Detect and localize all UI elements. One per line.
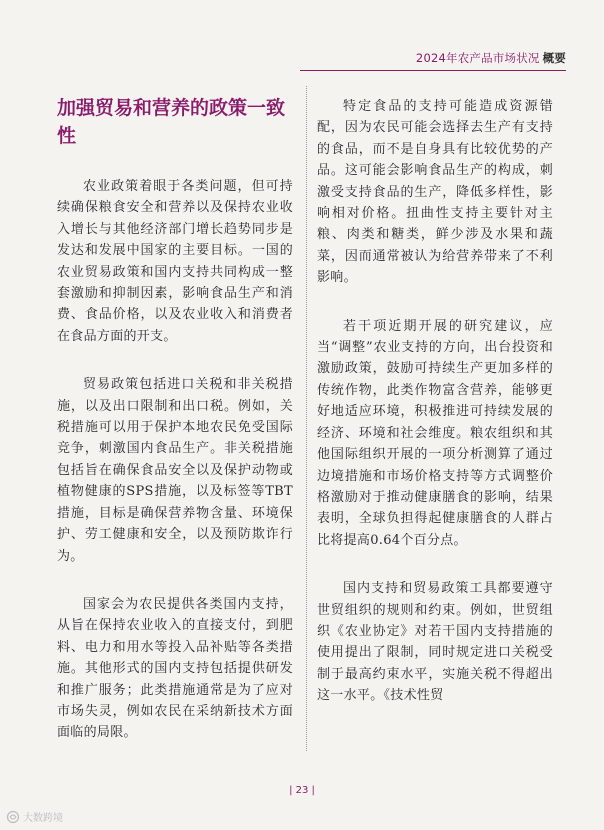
paragraph: 若干项近期开展的研究建议，应当“调整”农业支持的方向，出台投资和激励政策，鼓励可持续生产更加多样的传统作物，此类作物富含营养，能够更好地适应环境，积极推进可持续发展的经济、环境和社会维度。粮农组织和其他国际组织开展的一项分析测算了通过边境措施和市场价格支持等方式调整价格激励对于推动健康膳食的影响，结果表明，全球负担得起健康膳食的人群占比将提高0.64个百分点。 — [317, 318, 553, 548]
watermark-logo-icon — [6, 810, 20, 824]
running-head-title: 2024年农产品市场状况 — [415, 51, 540, 65]
paragraph: 国内支持和贸易政策工具都要遵守世贸组织的规则和约束。例如，世贸组织《农业协定》对若干国内支持措施的使用提出了限制，同时规定进口关税受制于最高约束水平，实施关税不得超出这一水平。《技术性贸 — [317, 581, 553, 704]
paragraph: 特定食品的支持可能造成资源错配，因为农民可能会选择去生产有支持的食品，而不是自身具有比较优势的产品。这可能会影响食品生产的构成，刺激受支持食品的生产，降低多样性，影响相对价格。扭曲性支持主要针对主粮、肉类和糖类，鲜少涉及水果和蔬菜，因而通常被认为给营养带来了不利影响。 — [317, 99, 553, 286]
header-rule — [300, 70, 566, 71]
paragraph: 国家会为农民提供各类国内支持，从旨在保持农业收入的直接支付，到肥料、电力和用水等投入品补贴等各类措施。其他形式的国内支持包括提供研发和推广服务；此类措施通常是为了应对市场失灵，例如农民在采纳新技术方面面临的局限。 — [57, 596, 293, 741]
running-head — [416, 50, 566, 66]
watermark — [6, 809, 63, 824]
paragraph: 农业政策着眼于各类问题，但可持续确保粮食安全和营养以及保持农业收入增长与其他经济部门增长趋势同步是发达和发展中国家的主要目标。一国的农业贸易政策和国内支持共同构成一整套激励和抑制因素，影响食品生产和消费、食品价格，以及农业收入和消费者在食品方面的开支。 — [57, 179, 293, 344]
section-heading: 加强贸易和营养的政策一致性 — [57, 97, 286, 147]
paragraph: 贸易政策包括进口关税和非关税措施，以及出口限制和出口税。例如，关税措施可以用于保护本地农民免受国际竞争，刺激国内食品生产。非关税措施包括旨在确保食品安全以及保护动物或植物健康的SPS措施，以及标签等TBT措施，目标是确保营养物含量、环境保护、劳工健康和安全，以及预防欺诈行为。 — [57, 377, 293, 564]
left-column — [57, 94, 293, 771]
right-column — [317, 94, 553, 734]
watermark-text: 大数跨境 — [23, 813, 63, 824]
column-divider — [306, 86, 307, 751]
page-number: | 23 | — [289, 785, 315, 796]
running-head-section: 概要 — [542, 51, 566, 65]
